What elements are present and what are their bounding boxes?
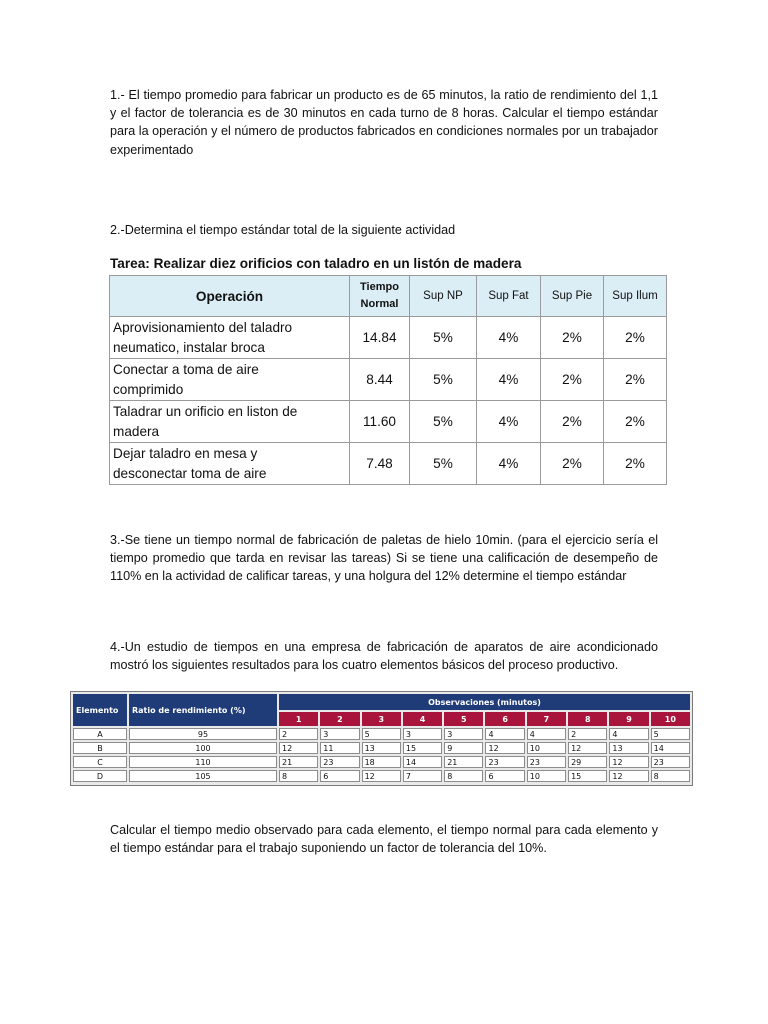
sup-ilum-cell: 2% [604,401,667,443]
header-sup-ilum: Sup Ilum [604,276,667,317]
obs-col-header: 8 [568,712,607,726]
header-operacion: Operación [110,276,350,317]
observation-cell: 14 [403,756,442,768]
obs-col-header: 5 [444,712,483,726]
elemento-cell: C [73,756,127,768]
observation-cell: 8 [651,770,690,782]
observation-cell: 4 [609,728,648,740]
sup-fat-cell: 4% [477,401,541,443]
observation-cell: 23 [651,756,690,768]
observation-cell: 10 [527,770,566,782]
observation-cell: 7 [403,770,442,782]
observation-cell: 12 [485,742,524,754]
tiempo-cell: 8.44 [350,359,410,401]
obs-col-header: 3 [362,712,401,726]
observation-cell: 15 [403,742,442,754]
observation-cell: 3 [403,728,442,740]
ratio-cell: 110 [129,756,277,768]
obs-col-header: 1 [279,712,318,726]
header-tiempo-normal [350,276,410,317]
observation-cell: 18 [362,756,401,768]
operation-cell [110,401,350,443]
table-row [73,742,690,754]
operation-cell [110,443,350,485]
observation-cell: 29 [568,756,607,768]
observation-cell: 11 [320,742,359,754]
operation-line: Taladrar un orificio en liston de [113,403,298,419]
table1-caption: Tarea: Realizar diez orificios con taladro en un listón de madera [110,256,522,271]
elemento-cell: D [73,770,127,782]
observation-cell: 10 [527,742,566,754]
sup-ilum-cell: 2% [604,443,667,485]
sup-pie-cell: 2% [541,359,604,401]
observation-cell: 5 [362,728,401,740]
header-observaciones: Observaciones (minutos) [279,694,690,710]
header-tiempo-line2: Normal [360,298,399,310]
observation-cell: 23 [527,756,566,768]
table-row [110,443,719,485]
sup-fat-cell: 4% [477,359,541,401]
final-instructions-text: Calcular el tiempo medio observado para cada elemento, el tiempo normal para cada elemento y el tiempo estándar para el trabajo suponiendo un factor de tolerancia del 10%. [110,823,658,856]
operation-line: neumatico, instalar broca [113,339,265,355]
sup-pie-cell: 2% [541,401,604,443]
operations-table [109,275,719,485]
elemento-cell: B [73,742,127,754]
header-ratio: Ratio de rendimiento (%) [129,694,277,726]
observation-cell: 6 [485,770,524,782]
observation-cell: 12 [609,770,648,782]
observation-cell: 2 [279,728,318,740]
observation-cell: 12 [568,742,607,754]
obs-col-header: 10 [651,712,690,726]
operation-line: comprimido [113,381,184,397]
tiempo-cell: 7.48 [350,443,410,485]
operation-line: Aprovisionamiento del taladro [113,319,293,335]
operation-line: madera [113,423,160,439]
elemento-cell: A [73,728,127,740]
table2-header-row [73,694,690,710]
tiempo-cell: 14.84 [350,317,410,359]
observation-cell: 4 [527,728,566,740]
observation-cell: 13 [362,742,401,754]
observation-cell: 23 [320,756,359,768]
observation-cell: 12 [279,742,318,754]
observation-cell: 8 [444,770,483,782]
exercise-3-text: 3.-Se tiene un tiempo normal de fabricación de paletas de hielo 10min. (para el ejercicio sería el tiempo promedio que tarda en revisar las tareas) Si se tiene una calificación de desempeño de 110% en la actividad de calificar tareas, y una holgura del 12% determine el tiempo estándar [110,533,658,584]
operation-line: Conectar a toma de aire [113,361,259,377]
sup-pie-cell: 2% [541,317,604,359]
sup-np-cell: 5% [410,443,477,485]
obs-col-header: 4 [403,712,442,726]
table-row [73,770,690,782]
table1-header-row [110,276,719,317]
table-row [73,728,690,740]
observation-cell: 4 [485,728,524,740]
observation-cell: 2 [568,728,607,740]
observation-cell: 12 [362,770,401,782]
observation-cell: 21 [444,756,483,768]
ratio-cell: 100 [129,742,277,754]
sup-ilum-cell: 2% [604,317,667,359]
header-sup-pie: Sup Pie [541,276,604,317]
observation-cell: 3 [444,728,483,740]
observation-cell: 21 [279,756,318,768]
header-sup-np: Sup NP [410,276,477,317]
table-row [73,756,690,768]
observation-cell: 8 [279,770,318,782]
operation-cell [110,317,350,359]
obs-col-header: 2 [320,712,359,726]
observations-table-frame [70,691,693,786]
table-row [110,359,719,401]
exercise-1-text: 1.- El tiempo promedio para fabricar un producto es de 65 minutos, la ratio de rendimiento del 1,1 y el factor de tolerancia es de 30 minutos en cada turno de 8 horas. Calcular el tiempo estándar para la operación y el número de productos fabricados en condiciones normales por un trabajador experimentado [110,88,658,157]
ratio-cell: 95 [129,728,277,740]
sup-fat-cell: 4% [477,317,541,359]
operation-line: Dejar taladro en mesa y [113,445,258,461]
observation-cell: 9 [444,742,483,754]
table-row [110,401,719,443]
observation-cell: 6 [320,770,359,782]
operation-cell [110,359,350,401]
sup-np-cell: 5% [410,359,477,401]
tiempo-cell: 11.60 [350,401,410,443]
obs-col-header: 9 [609,712,648,726]
header-elemento: Elemento [73,694,127,726]
exercise-4-text: 4.-Un estudio de tiempos en una empresa de fabricación de aparatos de aire acondicionado mostró los siguientes resultados para los cuatro elementos básicos del proceso productivo. [110,640,658,673]
header-tiempo-line1: Tiempo [360,281,399,293]
observation-cell: 15 [568,770,607,782]
ratio-cell: 105 [129,770,277,782]
operation-line: desconectar toma de aire [113,465,267,481]
observation-cell: 12 [609,756,648,768]
header-sup-fat: Sup Fat [477,276,541,317]
sup-pie-cell: 2% [541,443,604,485]
exercise-2-text: 2.-Determina el tiempo estándar total de la siguiente actividad [110,223,456,237]
sup-ilum-cell: 2% [604,359,667,401]
observations-table [71,692,692,784]
observation-cell: 23 [485,756,524,768]
sup-fat-cell: 4% [477,443,541,485]
observation-cell: 13 [609,742,648,754]
observation-cell: 3 [320,728,359,740]
obs-col-header: 6 [485,712,524,726]
sup-np-cell: 5% [410,401,477,443]
sup-np-cell: 5% [410,317,477,359]
table-row [110,317,719,359]
observation-cell: 5 [651,728,690,740]
observation-cell: 14 [651,742,690,754]
obs-col-header: 7 [527,712,566,726]
